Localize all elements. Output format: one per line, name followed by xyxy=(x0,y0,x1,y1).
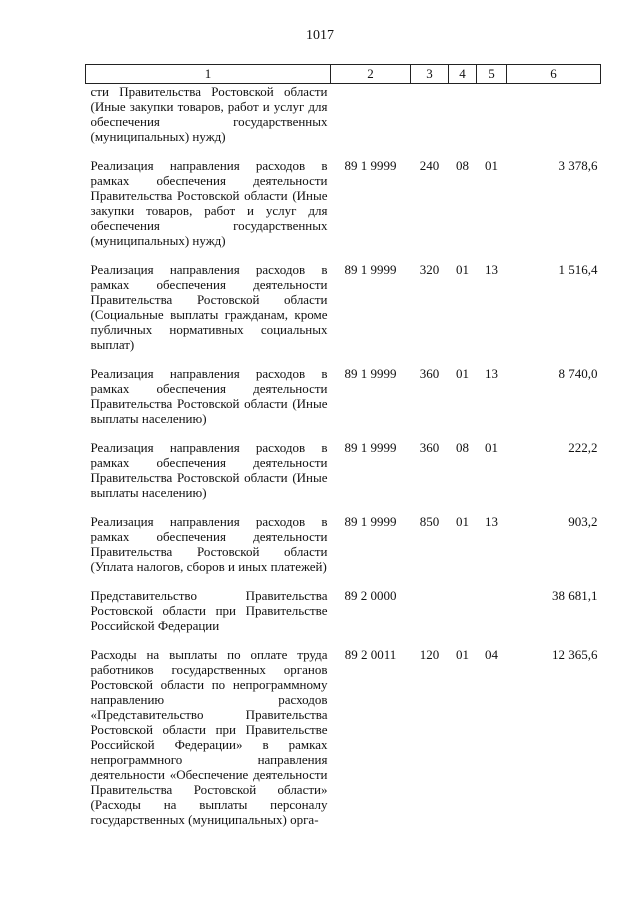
row-subsection: 01 xyxy=(485,158,498,173)
row-description: Реализация направления расходов в рамках обеспечения деятельности Правительства Ростовской области (Уплата налогов, сборов и иных платежей) xyxy=(90,514,328,574)
table-row xyxy=(86,514,601,588)
row-target-code: 89 1 9999 xyxy=(344,366,397,381)
table-row xyxy=(86,262,601,366)
column-header: 2 xyxy=(331,65,411,84)
row-amount: 8 740,0 xyxy=(558,366,598,381)
table-header-row xyxy=(86,65,601,84)
row-amount: 1 516,4 xyxy=(558,262,598,277)
row-target-code: 89 1 9999 xyxy=(344,514,397,529)
row-target-code: 89 1 9999 xyxy=(344,440,397,455)
row-section: 01 xyxy=(456,262,469,277)
row-target-code: 89 2 0011 xyxy=(344,647,397,662)
table-row xyxy=(86,158,601,262)
row-expense-type: 360 xyxy=(419,440,440,455)
table-row xyxy=(86,366,601,440)
row-description: Представительство Правительства Ростовской области при Правительстве Российской Федерации xyxy=(90,588,328,633)
table-row xyxy=(86,588,601,647)
row-subsection: 13 xyxy=(485,514,498,529)
row-amount: 222,2 xyxy=(568,440,598,455)
row-section: 01 xyxy=(456,647,469,662)
row-section: 08 xyxy=(456,158,469,173)
row-description: Расходы на выплаты по оплате труда работников государственных органов Ростовской области по непрограммному направлению расходов «Представительство Правительства Ростовской области при Правительстве Российской Федерации» в рамках непрограммного направления деятельности «Обеспечение деятельности Правительства Ростовской области» (Расходы на выплаты персоналу государственных (муниципальных) орга- xyxy=(90,647,328,827)
row-description: Реализация направления расходов в рамках обеспечения деятельности Правительства Ростовской области (Социальные выплаты гражданам, кроме публичных нормативных социальных выплат) xyxy=(90,262,328,352)
row-expense-type: 360 xyxy=(419,366,440,381)
table-body xyxy=(86,84,601,842)
row-amount: 38 681,1 xyxy=(552,588,598,603)
row-target-code: 89 2 0000 xyxy=(344,588,397,603)
row-amount: 12 365,6 xyxy=(552,647,598,662)
row-description: сти Правительства Ростовской области (Иные закупки товаров, работ и услуг для обеспечения государственных (муниципальных) нужд) xyxy=(90,84,328,144)
row-subsection: 13 xyxy=(485,366,498,381)
table-row xyxy=(86,84,601,159)
row-target-code: 89 1 9999 xyxy=(344,262,397,277)
row-section xyxy=(449,84,477,159)
row-expense-type xyxy=(411,588,449,647)
row-amount xyxy=(507,84,601,159)
column-header: 5 xyxy=(477,65,507,84)
row-subsection: 13 xyxy=(485,262,498,277)
table-row xyxy=(86,440,601,514)
row-subsection: 01 xyxy=(485,440,498,455)
column-header: 6 xyxy=(507,65,601,84)
column-header: 4 xyxy=(449,65,477,84)
row-description: Реализация направления расходов в рамках обеспечения деятельности Правительства Ростовской области (Иные закупки товаров, работ и услуг для обеспечения государственных (муниципальных) нужд) xyxy=(90,158,328,248)
column-header: 3 xyxy=(411,65,449,84)
row-amount: 3 378,6 xyxy=(558,158,598,173)
row-target-code: 89 1 9999 xyxy=(344,158,397,173)
row-section: 01 xyxy=(456,366,469,381)
row-target-code xyxy=(331,84,411,159)
row-subsection: 04 xyxy=(485,647,498,662)
row-expense-type xyxy=(411,84,449,159)
row-expense-type: 320 xyxy=(419,262,440,277)
row-section xyxy=(449,588,477,647)
row-section: 08 xyxy=(456,440,469,455)
page-number: 1017 xyxy=(306,28,334,43)
budget-table xyxy=(85,64,601,841)
row-subsection xyxy=(477,588,507,647)
table-row xyxy=(86,647,601,841)
row-expense-type: 120 xyxy=(419,647,440,662)
row-description: Реализация направления расходов в рамках обеспечения деятельности Правительства Ростовской области (Иные выплаты населению) xyxy=(90,440,328,500)
column-header: 1 xyxy=(86,65,331,84)
row-expense-type: 240 xyxy=(419,158,440,173)
row-expense-type: 850 xyxy=(419,514,440,529)
row-amount: 903,2 xyxy=(568,514,598,529)
row-section: 01 xyxy=(456,514,469,529)
row-subsection xyxy=(477,84,507,159)
row-description: Реализация направления расходов в рамках обеспечения деятельности Правительства Ростовской области (Иные выплаты населению) xyxy=(90,366,328,426)
